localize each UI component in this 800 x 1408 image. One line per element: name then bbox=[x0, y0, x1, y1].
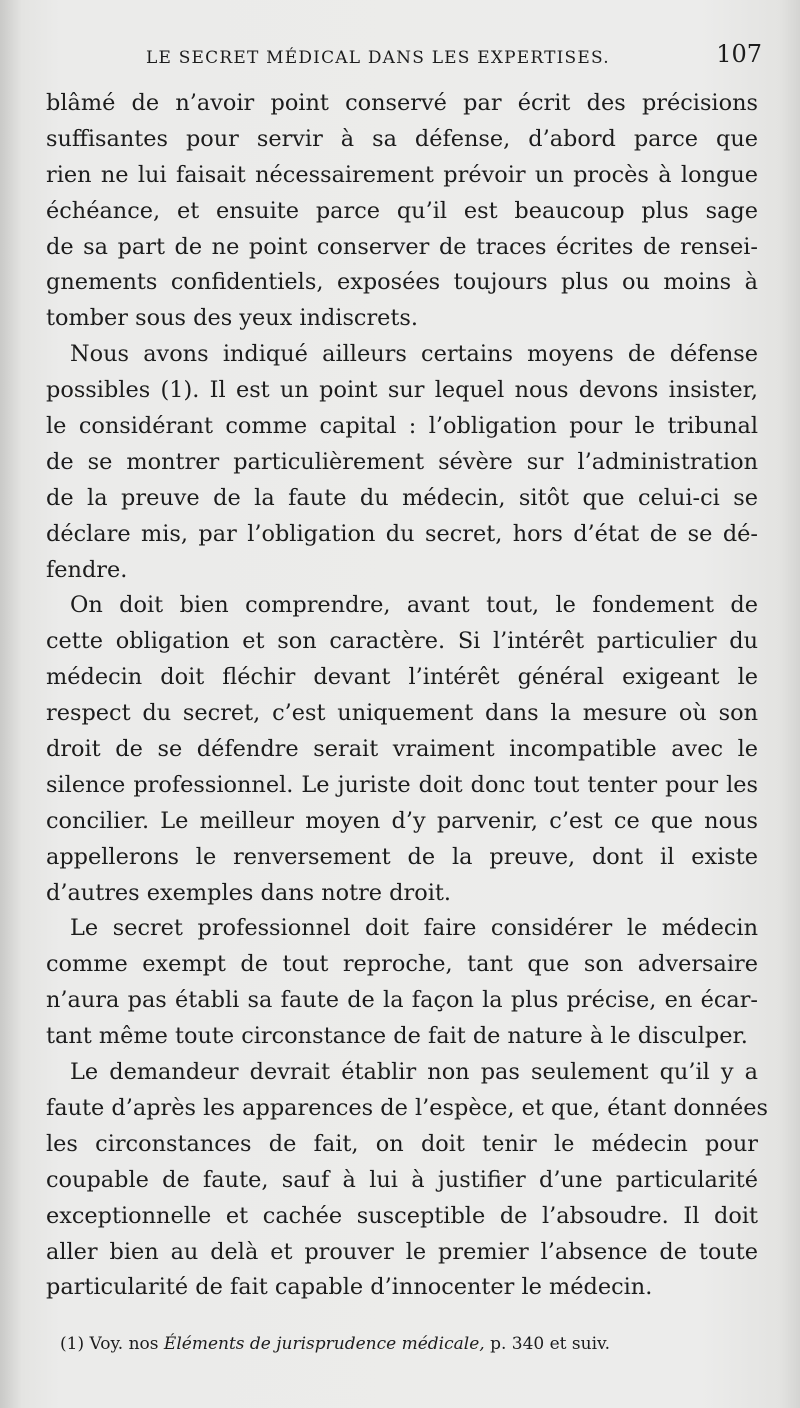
text-line: appellerons le renversement de la preuve, dont il existe bbox=[46, 843, 758, 870]
text-line: cette obligation et son caractère. Si l’intérêt particulier du bbox=[46, 628, 758, 655]
text-line: aller bien au delà et prouver le premier l’absence de toute bbox=[46, 1238, 758, 1265]
text-line: suffisantes pour servir à sa défense, d’abord parce que bbox=[46, 125, 758, 152]
text-line: de sa part de ne point conserver de traces écrites de rensei- bbox=[46, 233, 758, 260]
text-line: respect du secret, c’est uniquement dans la mesure où son bbox=[46, 700, 758, 727]
footnote-suffix: p. 340 et suiv. bbox=[490, 1334, 611, 1354]
footnote-marker: (1) bbox=[60, 1334, 85, 1354]
paragraph bbox=[46, 337, 758, 588]
text-line: déclare mis, par l’obligation du secret, hors d’état de se dé- bbox=[46, 520, 758, 547]
text-line: Le secret professionnel doit faire considérer le médecin bbox=[70, 915, 758, 942]
text-line: silence professionnel. Le juriste doit donc tout tenter pour les bbox=[46, 771, 758, 798]
text-line: On doit bien comprendre, avant tout, le fondement de bbox=[70, 592, 758, 619]
text-line: de la preuve de la faute du médecin, sitôt que celui-ci se bbox=[46, 484, 758, 511]
footnote bbox=[60, 1334, 760, 1354]
paragraph bbox=[46, 86, 758, 337]
text-line: tant même toute circonstance de fait de nature à le disculper. bbox=[46, 1023, 748, 1050]
running-head bbox=[46, 40, 764, 80]
body-text bbox=[46, 86, 768, 1306]
page-number: 107 bbox=[716, 40, 762, 68]
text-line: n’aura pas établi sa faute de la façon la plus précise, en écar- bbox=[46, 987, 758, 1014]
text-line: rien ne lui faisait nécessairement prévoir un procès à longue bbox=[46, 161, 758, 188]
text-line: Le demandeur devrait établir non pas seulement qu’il y a bbox=[70, 1059, 758, 1086]
text-line: concilier. Le meilleur moyen d’y parvenir, c’est ce que nous bbox=[46, 807, 758, 834]
text-line: le considérant comme capital : l’obligation pour le tribunal bbox=[46, 413, 758, 440]
text-line: fendre. bbox=[46, 556, 128, 583]
paragraph bbox=[46, 911, 758, 1055]
text-line: les circonstances de fait, on doit tenir le médecin pour bbox=[46, 1130, 758, 1157]
text-line: particularité de fait capable d’innocenter le médecin. bbox=[46, 1274, 653, 1301]
text-line: gnements confidentiels, exposées toujours plus ou moins à bbox=[46, 269, 758, 296]
text-line: coupable de faute, sauf à lui à justifier d’une particularité bbox=[46, 1166, 758, 1193]
text-line: possibles (1). Il est un point sur lequel nous devons insister, bbox=[46, 377, 758, 404]
text-line: faute d’après les apparences de l’espèce, et que, étant données bbox=[46, 1094, 768, 1121]
running-title: LE SECRET MÉDICAL DANS LES EXPERTISES. bbox=[146, 48, 610, 68]
text-line: droit de se défendre serait vraiment incompatible avec le bbox=[46, 736, 758, 763]
text-line: Nous avons indiqué ailleurs certains moyens de défense bbox=[70, 341, 758, 368]
text-line: exceptionnelle et cachée susceptible de l’absoudre. Il doit bbox=[46, 1202, 758, 1229]
paragraph bbox=[46, 588, 758, 911]
text-line: de se montrer particulièrement sévère sur l’administration bbox=[46, 448, 758, 475]
text-line: d’autres exemples dans notre droit. bbox=[46, 879, 451, 906]
paragraph bbox=[46, 1055, 768, 1306]
text-line: comme exempt de tout reproche, tant que son adversaire bbox=[46, 951, 758, 978]
footnote-prefix: Voy. nos bbox=[89, 1334, 159, 1354]
footnote-work-title: Éléments de jurisprudence médicale, bbox=[163, 1334, 485, 1354]
text-line: médecin doit fléchir devant l’intérêt général exigeant le bbox=[46, 664, 758, 691]
text-line: tomber sous des yeux indiscrets. bbox=[46, 305, 419, 332]
text-line: blâmé de n’avoir point conservé par écrit des précisions bbox=[46, 90, 758, 116]
text-line: échéance, et ensuite parce qu’il est beaucoup plus sage bbox=[46, 197, 758, 224]
